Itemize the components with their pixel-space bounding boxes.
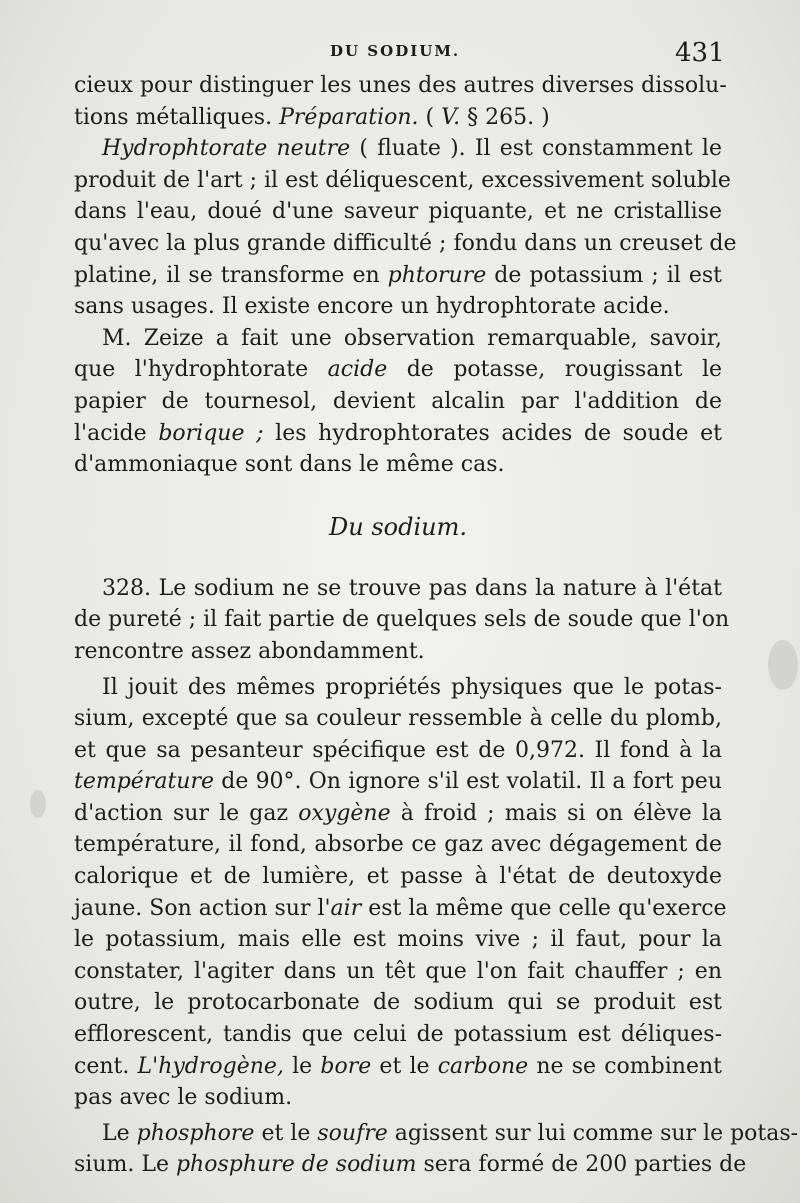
text-line: produit de l'art ; il est déliquescent, excessivement soluble xyxy=(74,167,731,193)
text-line: platine, il se transforme en phtorure de potassium ; il est xyxy=(74,262,722,288)
page-number: 431 xyxy=(675,38,725,68)
text-line: sans usages. Il existe encore un hydrophtorate acide. xyxy=(74,294,670,320)
text-line: pas avec le sodium. xyxy=(74,1085,293,1111)
text-line: M. Zeize a fait une observation remarquable, savoir, xyxy=(102,325,722,351)
text-line: tions métalliques. Préparation. ( V. § 265. ) xyxy=(74,104,550,130)
text-line: 328. Le sodium ne se trouve pas dans la nature à l'état xyxy=(102,575,722,601)
text-line: d'action sur le gaz oxygène à froid ; mais si on élève la xyxy=(74,800,723,826)
page-stain xyxy=(768,640,798,690)
running-head xyxy=(0,38,800,66)
text-line: de pureté ; il fait partie de quelques sels de soude que l'on xyxy=(74,607,730,633)
text-line: efflorescent, tandis que celui de potassium est déliques- xyxy=(74,1022,722,1048)
page-stain xyxy=(30,790,46,818)
text-line: papier de tournesol, devient alcalin par l'addition de xyxy=(74,388,722,414)
text-line: outre, le protocarbonate de sodium qui se produit est xyxy=(74,990,722,1016)
body-text xyxy=(74,70,799,1181)
paragraph-328 xyxy=(74,573,730,668)
text-line: constater, l'agiter dans un têt que l'on fait chauffer ; en xyxy=(74,958,722,984)
paragraph-properties xyxy=(74,672,727,1114)
text-line: dans l'eau, doué d'une saveur piquante, et ne cristallise xyxy=(74,199,722,225)
text-line: Le phosphore et le soufre agissent sur lui comme sur le potas- xyxy=(102,1120,799,1146)
text-line: qu'avec la plus grande difficulté ; fondu dans un creuset de xyxy=(74,230,737,256)
section-title: Du sodium. xyxy=(329,512,467,541)
text-line: jaune. Son action sur l'air est la même que celle qu'exerce xyxy=(74,895,727,921)
text-line: sium. Le phosphure de sodium sera formé de 200 parties de xyxy=(74,1152,747,1178)
paragraph-phosphore xyxy=(74,1118,799,1181)
text-line: et que sa pesanteur spécifique est de 0,972. Il fond à la xyxy=(74,737,722,763)
text-line: sium, excepté que sa couleur ressemble à celle du plomb, xyxy=(74,706,722,732)
text-line: le potassium, mais elle est moins vive ; il faut, pour la xyxy=(74,927,722,953)
text-line: Hydrophtorate neutre ( fluate ). Il est constamment le xyxy=(102,136,722,162)
text-line: température, il fond, absorbe ce gaz avec dégagement de xyxy=(74,832,722,858)
text-line: l'acide borique ; les hydrophtorates acides de soude et xyxy=(74,420,722,446)
text-line: température de 90°. On ignore s'il est volatil. Il a fort peu xyxy=(74,769,722,795)
paragraph-hydrophtorate-neutre xyxy=(74,133,737,323)
paragraph-zeize xyxy=(74,323,722,481)
text-line: que l'hydrophtorate acide de potasse, rougissant le xyxy=(74,357,723,383)
text-line: rencontre assez abondamment. xyxy=(74,638,425,664)
text-line: calorique et de lumière, et passe à l'état de deutoxyde xyxy=(74,864,722,890)
paragraph-continuation xyxy=(74,70,727,133)
running-title: DU SODIUM. xyxy=(330,42,461,60)
text-line: cieux pour distinguer les unes des autres diverses dissolu- xyxy=(74,73,727,98)
text-line: cent. L'hydrogène, le bore et le carbone ne se combinent xyxy=(74,1053,722,1079)
text-line: Il jouit des mêmes propriétés physiques que le potas- xyxy=(102,674,722,700)
text-line: d'ammoniaque sont dans le même cas. xyxy=(74,452,505,478)
